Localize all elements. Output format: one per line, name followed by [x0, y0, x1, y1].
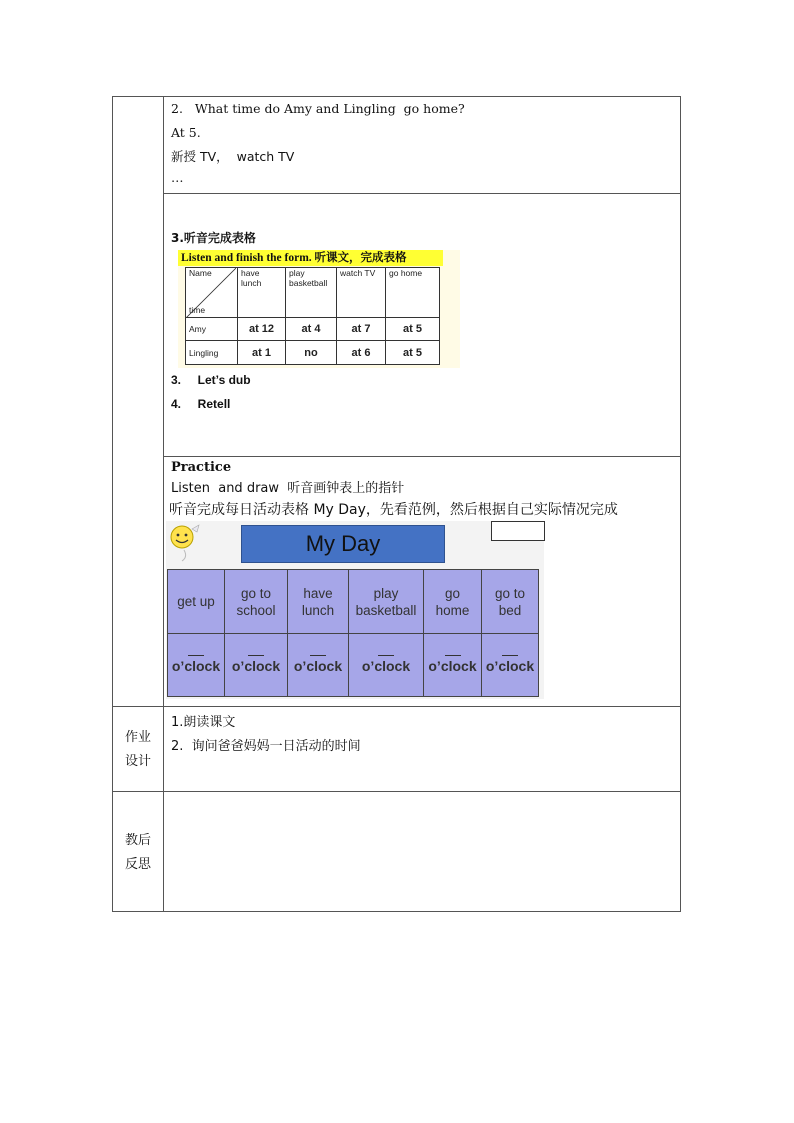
- clock-label: o’clock: [171, 658, 221, 674]
- listening-heading: 3.听音完成表格: [171, 231, 256, 245]
- activity-cell: have lunch: [288, 570, 349, 634]
- form-col-go-home: go home: [386, 268, 440, 318]
- form-row-lingling: [186, 341, 440, 365]
- clock-cell: [225, 634, 288, 697]
- form-corner-cell: [186, 268, 238, 318]
- clock-cell: [349, 634, 424, 697]
- section-review: [164, 97, 681, 194]
- activity-cell: go home: [424, 570, 482, 634]
- answer-line: At 5.: [171, 125, 201, 140]
- corner-time: time: [189, 305, 206, 315]
- clock-label: o’clock: [361, 658, 411, 674]
- clock-row: [168, 634, 539, 697]
- homework-line-2: 2. 询问爸爸妈妈一日活动的时间: [171, 739, 361, 754]
- my-day-title: My Day: [241, 525, 445, 563]
- blank-box: [491, 521, 545, 541]
- form-banner: Listen and finish the form. 听课文，完成表格: [178, 250, 443, 266]
- form-cell: at 1: [238, 341, 286, 365]
- form-cell: no: [286, 341, 337, 365]
- lesson-plan-table: [112, 96, 681, 912]
- form-row-name: Lingling: [186, 341, 238, 365]
- form-cell: at 7: [337, 318, 386, 341]
- form-cell: at 5: [386, 318, 440, 341]
- form-col-watch-tv: watch TV: [337, 268, 386, 318]
- form-col-have-lunch: have lunch: [238, 268, 286, 318]
- activity-cell: go to bed: [482, 570, 539, 634]
- my-day-image: [166, 521, 544, 699]
- question-line: 2. What time do Amy and Lingling go home?: [171, 101, 465, 116]
- reflection-label-cell: [113, 792, 164, 912]
- form-cell: at 4: [286, 318, 337, 341]
- clock-label: o’clock: [428, 658, 477, 674]
- corner-name: Name: [189, 268, 212, 278]
- listen-form-image: [178, 250, 460, 368]
- clock-cell: [288, 634, 349, 697]
- clock-label: o’clock: [293, 658, 343, 674]
- form-col-play-basketball: play basketball: [286, 268, 337, 318]
- homework-cell: [164, 707, 681, 792]
- ellipsis-line: …: [171, 170, 184, 185]
- practice-line-1: Listen and draw 听音画钟表上的指针: [171, 481, 405, 496]
- new-word-line: 新授 TV， watch TV: [171, 149, 295, 164]
- reflection-cell: [164, 792, 681, 912]
- clock-cell: [424, 634, 482, 697]
- form-cell: at 6: [337, 341, 386, 365]
- reflection-label: 教后 反思: [124, 831, 151, 871]
- item-retell: 4. Retell: [171, 397, 231, 411]
- left-column-blank: [113, 97, 164, 707]
- form-cell: at 12: [238, 318, 286, 341]
- form-row-name: Amy: [186, 318, 238, 341]
- item-dub: 3. Let’s dub: [171, 373, 251, 387]
- section-practice: [164, 457, 681, 707]
- clock-cell: [482, 634, 539, 697]
- homework-label: 作业 设计: [124, 729, 151, 768]
- practice-heading: Practice: [171, 460, 232, 475]
- form-row-amy: [186, 318, 440, 341]
- my-day-grid: [167, 569, 539, 697]
- clock-cell: [168, 634, 225, 697]
- smiley-icon: [168, 523, 202, 563]
- activity-cell: go to school: [225, 570, 288, 634]
- listen-form-table: [185, 267, 440, 365]
- activity-row: [168, 570, 539, 634]
- form-cell: at 5: [386, 341, 440, 365]
- section-listening: [164, 194, 681, 457]
- homework-line-1: 1.朗读课文: [171, 715, 236, 730]
- activity-cell: get up: [168, 570, 225, 634]
- clock-label: o’clock: [485, 658, 535, 674]
- activity-cell: play basketball: [349, 570, 424, 634]
- homework-label-cell: [113, 707, 164, 792]
- practice-line-2: 听音完成每日活动表格 My Day，先看范例，然后根据自己实际情况完成: [169, 502, 618, 518]
- clock-label: o’clock: [231, 658, 281, 674]
